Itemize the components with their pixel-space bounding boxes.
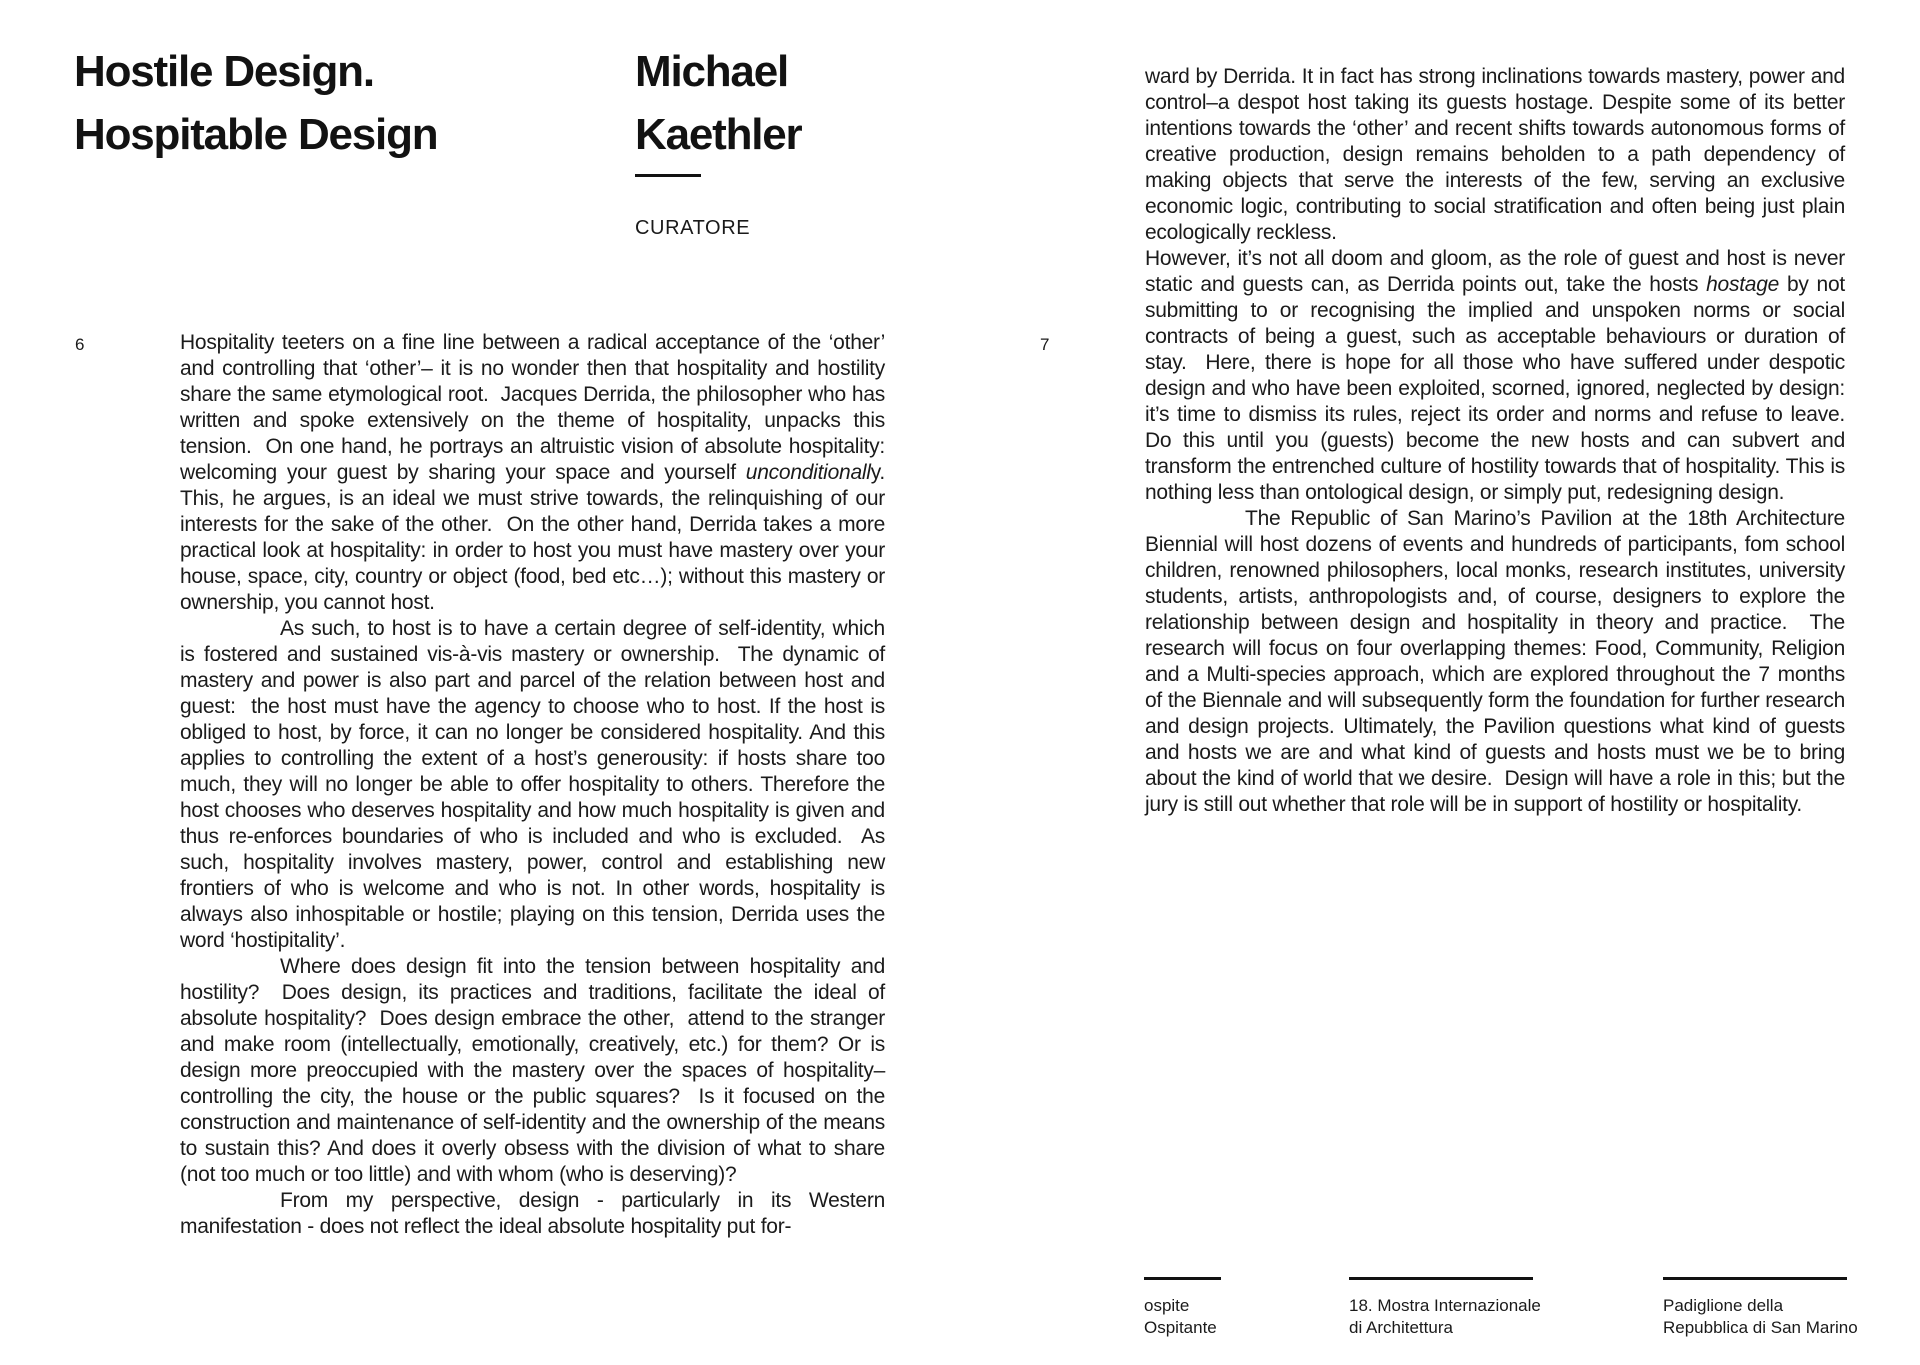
body-column-right — [1145, 64, 1845, 818]
paragraph — [180, 616, 885, 954]
emphasized-text: hostage — [1706, 273, 1780, 296]
footer-item-padiglione — [1663, 1277, 1858, 1339]
essay-title — [74, 40, 437, 166]
footer-line: ospite — [1144, 1296, 1190, 1315]
author-role: CURATORE — [635, 217, 751, 239]
essay-title-line1: Hostile Design. — [74, 47, 374, 96]
paragraph — [180, 1188, 885, 1240]
footer-item-ospite — [1144, 1277, 1221, 1339]
page-number-right: 7 — [1040, 335, 1050, 354]
footer-rule — [1144, 1277, 1221, 1280]
body-text: From my perspective, design - particularly in its Western manifestation - does not reflect the ideal absolute hospitality put for- — [180, 1189, 885, 1238]
body-text: The Republic of San Marino’s Pavilion at the 18th Architecture Biennial will host dozens of events and hundreds of participants, fom school children, renowned philosophers, local monks, research institutes, university students, artists, anthropologists and, of course, designers to explore the relationship between design and hospitality in theory and practice. The research will focus on four overlapping themes: Food, Community, Religion and a Multi-species approach, which are explored throughout the 7 months of the Biennale and will subsequently form the foundation for further research and design projects. Ultimately, the Pavilion questions what kind of guests and hosts we are and what kind of guests and hosts must we be to bring about the kind of world that we desire. Design will have a role in this; but the jury is still out whether that role will be in support of hostility or hospitality. — [1145, 507, 1845, 816]
essay-title-line2: Hospitable Design — [74, 110, 438, 159]
body-text: ward by Derrida. It in fact has strong inclinations towards mastery, power and control–a despot host taking its guests hostage. Despite some of its better intentions towards the ‘other’ and recent shifts towards autonomous forms of creative production, design remains beholden to a path dependency of making objects that serve the interests of the few, serving an exclusive economic logic, contributing to social stratification and often being just plain ecologically reckless. — [1145, 65, 1845, 244]
body-text: However, it’s not all doom and gloom, as the role of guest and host is never static and guests can, as Derrida points out, take the hosts — [1145, 247, 1845, 296]
page-number-left: 6 — [75, 335, 85, 354]
body-text: As such, to host is to have a certain degree of self-identity, which is fostered and sustained vis-à-vis mastery or ownership. The dynamic of mastery and power is also part and parcel of the relation between host and guest: the host must have the agency to choose who to host. If the host is obliged to host, by force, it can no longer be considered hospitality. And this applies to controlling the extent of a host’s generousity: if hosts share too much, they will no longer be able to offer hospitality to others. Therefore the host chooses who deserves hospitality and how much hospitality is given and thus re-enforces boundaries of who is included and who is excluded. As such, hospitality involves mastery, power, control and establishing new frontiers of who is welcome and who is not. In other words, hospitality is always also inhospitable or hostile; playing on this tension, Derrida uses the word ‘hostipitality’. — [180, 617, 885, 952]
paragraph — [1145, 506, 1845, 818]
author-block — [635, 40, 801, 260]
paragraph — [1145, 64, 1845, 246]
emphasized-text: unconditionall — [745, 461, 871, 484]
footer-rule — [1349, 1277, 1533, 1280]
body-column-left — [180, 330, 885, 1240]
footer-line: Padiglione della — [1663, 1296, 1784, 1315]
author-name-line2: Kaethler — [635, 110, 802, 159]
footer-line: di Architettura — [1349, 1318, 1453, 1337]
footer-item-mostra — [1349, 1277, 1541, 1339]
footer-line: 18. Mostra Internazionale — [1349, 1296, 1541, 1315]
body-text: Where does design fit into the tension between hospitality and hostility? Does design, its practices and traditions, facilitate the ideal of absolute hospitality? Does design embrace the other, attend to the stranger and make room (intellectually, emotionally, creatively, etc.) for them? Or is design more preoccupied with the mastery over the spaces of hospitality–controlling the city, the house or the public squares? Is it focused on the construction and maintenance of self-identity and the ownership of the means to sustain this? And does it overly obsess with the division of what to share (not too much or too little) and with whom (who is deserving)? — [180, 955, 885, 1186]
body-text: Hospitality teeters on a fine line between a radical acceptance of the ‘other’ and controlling that ‘other’– it is no wonder then that hospitality and hostility share the same etymological root. Jacques Derrida, the philosopher who has written and spoke extensively on the theme of hospitality, unpacks this tension. On one hand, he portrays an altruistic vision of absolute hospitality: welcoming your guest by sharing your space and yourself — [180, 331, 885, 484]
author-divider-rule — [635, 174, 701, 177]
footer-rule — [1663, 1277, 1847, 1280]
body-text: y. This, he argues, is an ideal we must strive towards, the relinquishing of our interests for the sake of the other. On the other hand, Derrida takes a more practical look at hospitality: in order to host you must have mastery over your house, space, city, country or object (food, bed etc…); without this mastery or ownership, you cannot host. — [180, 461, 885, 614]
paragraph — [180, 330, 885, 616]
body-text: by not submitting to or recognising the implied and unspoken norms or social contracts of being a guest, such as acceptable behaviours or duration of stay. Here, there is hope for all those who have suffered under despotic design and who have been exploited, scorned, ignored, neglected by design: it’s time to dismiss its rules, reject its order and norms and refuse to leave. Do this until you (guests) become the new hosts and can subvert and transform the entrenched culture of hostility towards that of hospitality. This is nothing less than ontological design, or simply put, redesigning design. — [1145, 273, 1845, 504]
paragraph — [1145, 246, 1845, 506]
footer-line: Repubblica di San Marino — [1663, 1318, 1858, 1337]
footer-line: Ospitante — [1144, 1318, 1217, 1337]
paragraph — [180, 954, 885, 1188]
author-name-line1: Michael — [635, 47, 788, 96]
